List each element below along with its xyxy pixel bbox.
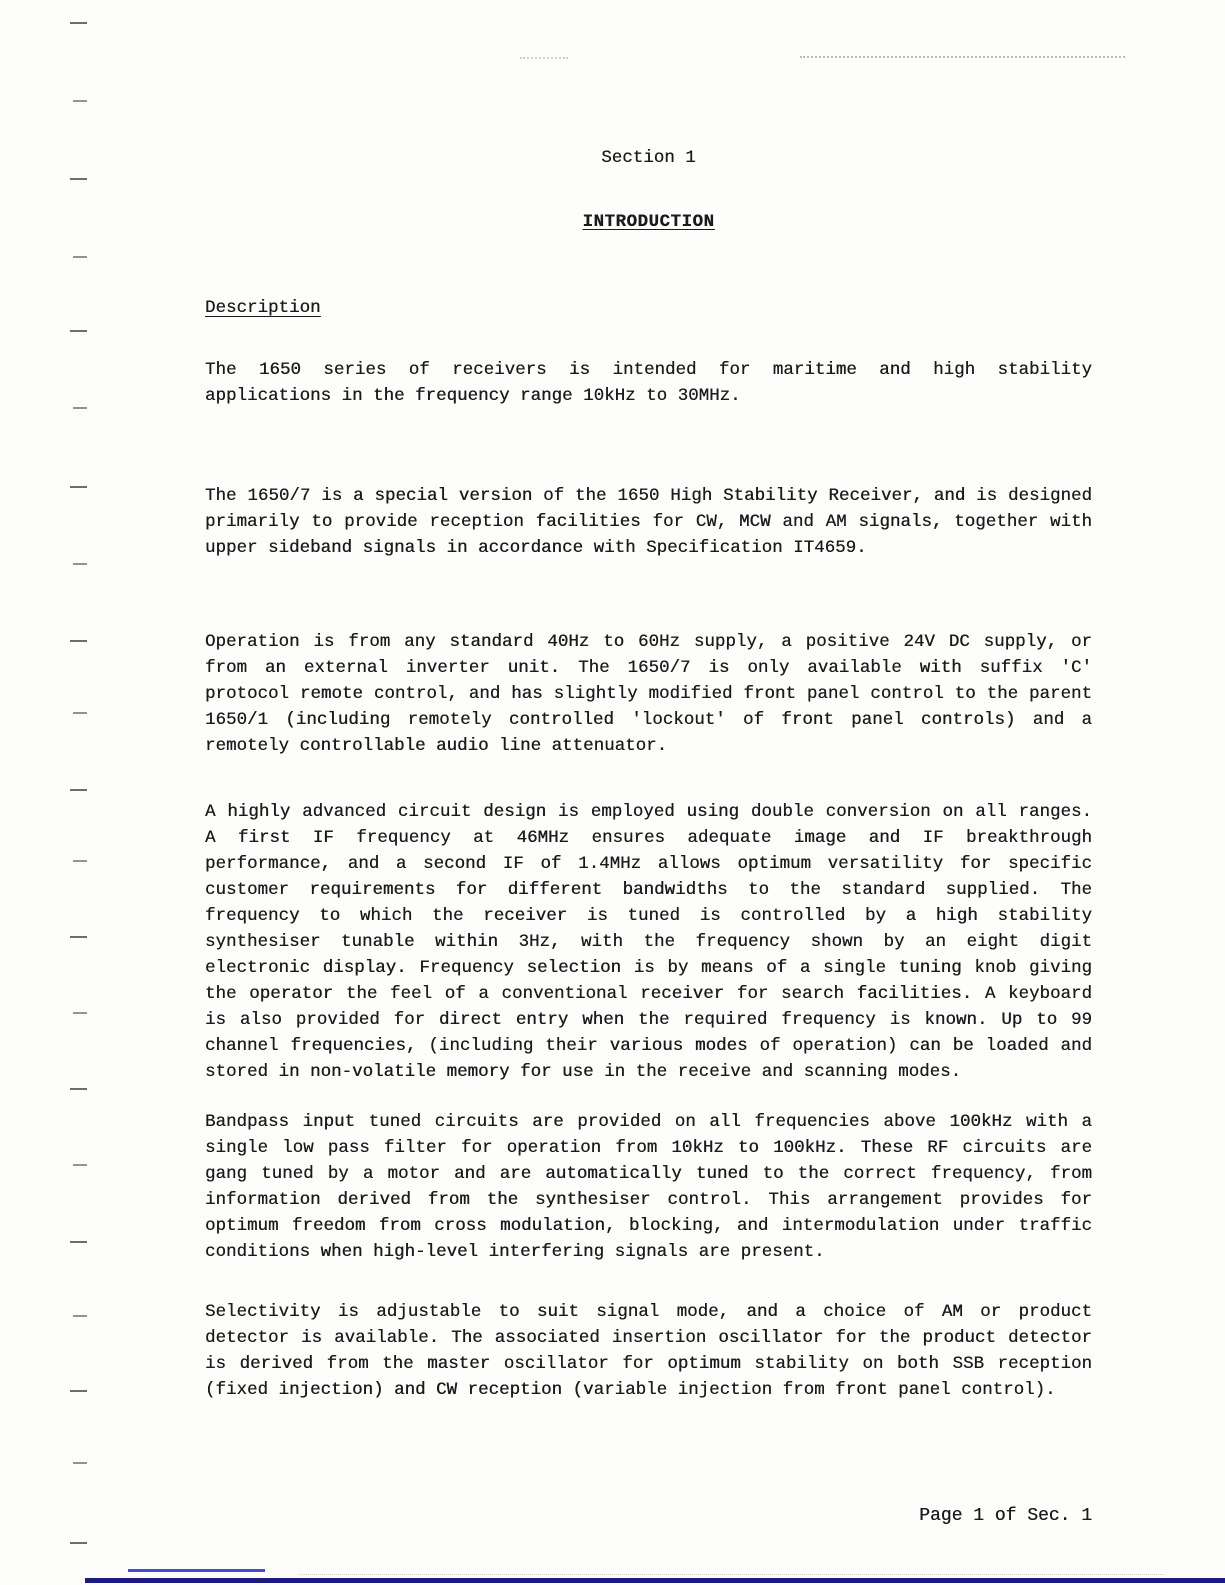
section-heading: Section 1: [601, 148, 696, 168]
scan-dotted-artifact-small: [520, 57, 568, 59]
paragraph-4: A highly advanced circuit design is employed using double conversion on all ranges. A first IF frequency at 46MHz ensures adequate image and IF breakthrough performance, and a second IF of 1.4MHz allows optimum versatility for specific customer requirements for different bandwidths to the standard supplied. The frequency to which the receiver is tuned is controlled by a high stability synthesiser tunable within 3Hz, with the frequency shown by an eight digit electronic display. Frequency selection is by means of a single tuning knob giving the operator the feel of a conventional receiver for search facilities. A keyboard is also provided for direct entry when the required frequency is known. Up to 99 channel frequencies, (including their various modes of operation) can be loaded and stored in non-volatile memory for use in the receive and scanning modes.: [205, 802, 1092, 1082]
scan-blue-edge-line: [85, 1578, 1225, 1583]
paragraph-6: Selectivity is adjustable to suit signal mode, and a choice of AM or product detector is available. The associated insertion oscillator for the product detector is derived from the master oscillator for optimum stability on both SSB reception (fixed injection) and CW reception (variable injection from front panel control).: [205, 1302, 1092, 1400]
paragraph-5: Bandpass input tuned circuits are provided on all frequencies above 100kHz with a single low pass filter for operation from 10kHz to 100kHz. These RF circuits are gang tuned by a motor and are automatically tuned to the correct frequency, from information derived from the synthesiser control. This arrangement provides for optimum freedom from cross modulation, blocking, and intermodulation under traffic conditions when high-level interfering signals are present.: [205, 1112, 1092, 1262]
page-footer: Page 1 of Sec. 1: [919, 1506, 1092, 1526]
subheading-description: Description: [205, 298, 321, 318]
paragraph-2: The 1650/7 is a special version of the 1650 High Stability Receiver, and is designed primarily to provide reception facilities for CW, MCW and AM signals, together with upper sideband signals in accordance with Specification IT4659.: [205, 486, 1092, 558]
scan-dotted-artifact-top: [800, 56, 1125, 58]
scan-blue-segment: [128, 1569, 265, 1572]
paragraph-1: The 1650 series of receivers is intended for maritime and high stability applications in the frequency range 10kHz to 30MHz.: [205, 360, 1092, 406]
scan-dotted-artifact-bottom: [300, 1574, 1165, 1575]
paragraph-3: Operation is from any standard 40Hz to 60Hz supply, a positive 24V DC supply, or from an external inverter unit. The 1650/7 is only available with suffix 'C' protocol remote control, and has slightly modified front panel control to the parent 1650/1 (including remotely controlled 'lockout' of front panel controls) and a remotely controllable audio line attenuator.: [205, 632, 1092, 756]
document-title: INTRODUCTION: [582, 212, 715, 232]
